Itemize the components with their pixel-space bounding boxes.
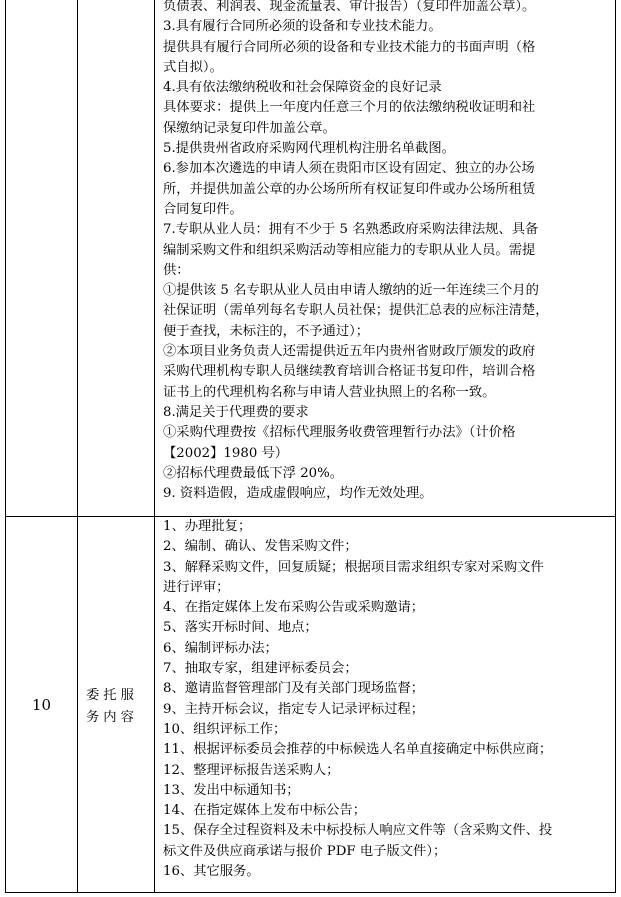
service-item-line: 15、保存全过程资料及未中标投标人响应文件等（含采购文件、投 [163, 823, 553, 839]
requirement-line: ②本项目业务负责人还需提供近五年内贵州省财政厅颁发的政府 [163, 344, 536, 360]
service-item-line: 3、解释采购文件，回复质疑；根据项目需求组织专家对采购文件 [163, 559, 544, 575]
requirements-table [5, 0, 616, 893]
requirement-line: 提供具有履行合同所必须的设备和专业技术能力的书面声明（格 [163, 39, 536, 55]
service-item-line: 6、编制评标办法； [163, 640, 278, 656]
service-item-line: 标文件及供应商承诺与报价 PDF 电子版文件）； [163, 843, 447, 859]
column-divider-2 [154, 0, 155, 892]
requirement-line: 编制采购文件和组织采购活动等相应能力的专职从业人员。需提 [163, 242, 536, 258]
service-item-line: 12、整理评标报告送采购人； [163, 762, 340, 778]
requirement-line: 5.提供贵州省政府采购网代理机构注册名单截图。 [163, 141, 455, 157]
qualification-requirements-text [163, 0, 609, 504]
requirement-line: ①采购代理费按《招标代理服务收费管理暂行办法》（计价格 [163, 425, 516, 441]
service-item-line: 8、邀请监督管理部门及有关部门现场监督； [163, 681, 425, 697]
service-item-line: 14、在指定媒体上发布中标公告； [163, 803, 367, 819]
requirement-line: 8.满足关于代理费的要求 [163, 404, 309, 420]
row-number: 10 [31, 696, 52, 714]
requirement-line: 【2002】1980 号） [163, 445, 289, 461]
row-label: 委托服务内容 [86, 688, 138, 725]
requirement-line: 具体要求：提供上一年度内任意三个月的依法缴纳税收证明和社 [163, 100, 536, 116]
requirement-line: 式自拟）。 [163, 59, 223, 75]
service-item-line: 进行评审； [163, 579, 230, 595]
service-item-line: 11、根据评标委员会推荐的中标候选人名单直接确定中标供应商； [163, 742, 553, 758]
requirement-line: 6.参加本次遴选的申请人须在贵阳市区设有固定、独立的办公场 [163, 161, 535, 177]
requirement-line: 社保证明（需单列每名专职人员社保；提供汇总表的应标注清楚， [163, 303, 549, 319]
service-item-line: 9、主持开标会议，指定专人记录评标过程； [163, 701, 425, 717]
service-item-line: 7、抽取专家，组建评标委员会； [163, 661, 358, 677]
service-item-line: 16、其它服务。 [163, 864, 260, 880]
requirement-line: 采购代理机构专职人员继续教育培训合格证书复印件，培训合格 [163, 364, 536, 380]
requirement-line: 便于查找，未标注的，不予通过）； [163, 323, 370, 339]
requirement-line: 9. 资料造假，造成虚假响应，均作无效处理。 [163, 486, 433, 502]
requirement-line: 证书上的代理机构名称与申请人营业执照上的名称一致。 [163, 384, 496, 400]
service-item-line: 5、落实开标时间、地点； [163, 620, 318, 636]
requirement-line: 负债表、利润表、现金流量表、审计报告）（复印件加盖公章）。 [163, 0, 536, 14]
service-content-text [163, 517, 609, 882]
requirement-line: 4.具有依法缴纳税收和社会保障资金的良好记录 [163, 80, 442, 96]
requirement-line: 合同复印件。 [163, 201, 243, 217]
requirement-line: 供： [163, 262, 190, 278]
service-item-line: 1、办理批复； [163, 519, 252, 534]
service-item-line: 10、组织评标工作； [163, 721, 287, 737]
requirement-line: ①提供该 5 名专职从业人员由申请人缴纳的近一年连续三个月的 [163, 283, 539, 299]
requirement-line: 所，并提供加盖公章的办公场所所有权证复印件或办公场所租赁 [163, 181, 536, 197]
requirement-line: 7.专职从业人员：拥有不少于 5 名熟悉政府采购法律法规、具备 [163, 222, 539, 238]
requirement-line: 保缴纳记录复印件加盖公章。 [163, 120, 336, 136]
service-item-line: 4、在指定媒体上发布采购公告或采购邀请； [163, 600, 425, 616]
service-item-line: 13、发出中标通知书； [163, 782, 300, 798]
requirement-line: ②招标代理费最低下浮 20%。 [163, 465, 344, 481]
service-item-line: 2、编制、确认、发售采购文件； [163, 539, 358, 555]
column-divider-1 [77, 0, 78, 892]
requirement-line: 3.具有履行合同所必须的设备和专业技术能力。 [163, 19, 442, 35]
